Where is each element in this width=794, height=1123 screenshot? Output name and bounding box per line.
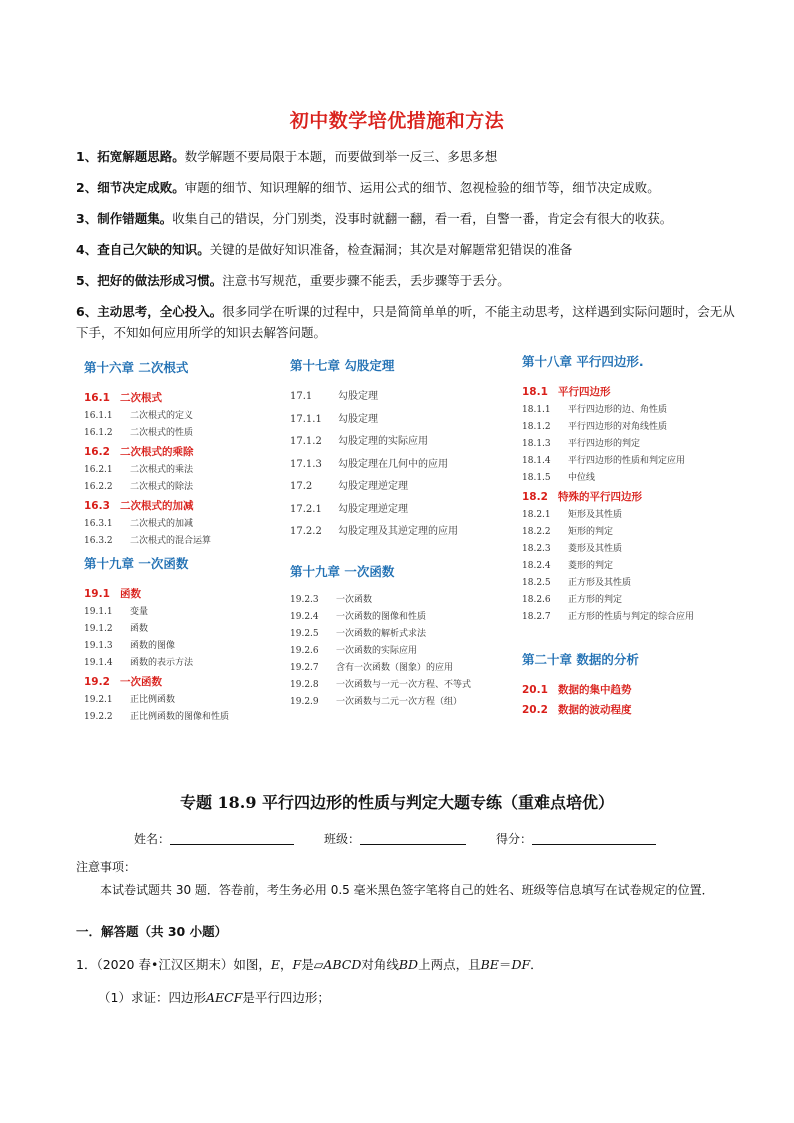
tip-heading: 2、细节决定成败。 bbox=[76, 180, 185, 195]
toc-chapter-title: 第十六章 二次根式 bbox=[84, 360, 189, 375]
toc-subsection bbox=[84, 709, 284, 726]
toc-text: 平行四边形的边、角性质 bbox=[568, 405, 668, 415]
toc-number: 16.1 bbox=[84, 392, 110, 404]
toc-section bbox=[84, 442, 284, 462]
toc-text: 一次函数的图像和性质 bbox=[336, 612, 427, 622]
toc-number: 17.2.1 bbox=[290, 503, 322, 515]
toc-subsection bbox=[290, 409, 510, 432]
toc-text: 平行四边形的判定 bbox=[568, 439, 641, 449]
toc-text: 含有一次函数（图象）的应用 bbox=[336, 663, 454, 673]
table-of-contents bbox=[0, 350, 794, 740]
toc-number: 18.2.6 bbox=[522, 595, 551, 605]
toc-text: 正方形的判定 bbox=[568, 595, 623, 605]
tip-body: 审题的细节、知识理解的细节、运用公式的细节、忽视检验的细节等，细节决定成败。 bbox=[184, 180, 660, 195]
toc-text: 二次根式的性质 bbox=[130, 428, 194, 438]
toc-section bbox=[84, 672, 284, 692]
toc-subsection bbox=[522, 436, 742, 453]
toc-chapter-18 bbox=[522, 352, 742, 626]
toc-number: 18.1.4 bbox=[522, 456, 551, 466]
class-field[interactable] bbox=[360, 830, 466, 845]
q1-var-aecf: AECF bbox=[205, 990, 243, 1005]
q1-var-bd: BD bbox=[398, 957, 419, 972]
student-info-line bbox=[134, 830, 694, 847]
toc-number: 19.1.3 bbox=[84, 641, 113, 651]
toc-subsection bbox=[522, 419, 742, 436]
toc-text: 一次函数 bbox=[120, 676, 162, 688]
toc-text: 二次根式的混合运算 bbox=[130, 536, 212, 546]
toc-subsection bbox=[290, 386, 510, 409]
toc-number: 18.1.2 bbox=[522, 422, 551, 432]
toc-number: 18.2.1 bbox=[522, 510, 551, 520]
toc-subsection bbox=[290, 521, 510, 544]
toc-subsection bbox=[522, 609, 742, 626]
toc-subsection bbox=[84, 621, 284, 638]
q1-text: ， bbox=[280, 957, 293, 972]
toc-text: 二次根式的加减 bbox=[120, 500, 194, 512]
toc-text: 一次函数的解析式求法 bbox=[336, 629, 427, 639]
toc-subsection bbox=[290, 476, 510, 499]
toc-section bbox=[84, 584, 284, 604]
score-label: 得分： bbox=[496, 832, 533, 846]
toc-number: 19.1.4 bbox=[84, 658, 113, 668]
tip-body: 关键的是做好知识准备，检查漏洞；其次是对解题常犯错误的准备 bbox=[209, 242, 573, 257]
toc-text: 中位线 bbox=[568, 473, 596, 483]
toc-number: 19.2.9 bbox=[290, 697, 319, 707]
toc-text: 平行四边形的性质和判定应用 bbox=[568, 456, 686, 466]
toc-section bbox=[522, 487, 742, 507]
toc-text: 函数的图像 bbox=[130, 641, 176, 651]
tip-heading: 5、把好的做法形成习惯。 bbox=[76, 273, 223, 288]
toc-text: 二次根式的定义 bbox=[130, 411, 194, 421]
tip-body: 收集自己的错误，分门别类，没事时就翻一翻，看一看，自警一番，肯定会有很大的收获。 bbox=[172, 211, 673, 226]
toc-number: 18.2 bbox=[522, 491, 548, 503]
q1-text: 1．（2020 春•江汉区期末）如图， bbox=[76, 957, 271, 972]
toc-subsection bbox=[84, 638, 284, 655]
toc-subsection bbox=[522, 402, 742, 419]
toc-text: 正方形及其性质 bbox=[568, 578, 632, 588]
tip-body: 很多同学在听课的过程中，只是简简单单的听，不能主动思考，这样遇到实际问题时，会无从下手，不知如何应用所学的知识去解答问题。 bbox=[76, 304, 735, 340]
toc-subsection bbox=[84, 462, 284, 479]
question-1-part-1 bbox=[98, 988, 718, 1006]
q1-text: 是▱ bbox=[301, 957, 324, 972]
toc-number: 17.1 bbox=[290, 391, 313, 402]
toc-subsection bbox=[84, 408, 284, 425]
toc-text: 数据的波动程度 bbox=[558, 704, 632, 716]
toc-subsection bbox=[290, 592, 510, 609]
toc-section bbox=[522, 680, 742, 700]
toc-number: 16.3.1 bbox=[84, 519, 113, 529]
exam-title: 专题 18.9 平行四边形的性质与判定大题专练（重难点培优） bbox=[179, 793, 615, 812]
toc-number: 18.2.4 bbox=[522, 561, 551, 571]
toc-number: 19.2.2 bbox=[84, 712, 113, 722]
toc-number: 18.2.7 bbox=[522, 612, 551, 622]
class-label: 班级： bbox=[324, 832, 361, 846]
toc-subsection bbox=[84, 692, 284, 709]
toc-text: 函数的表示方法 bbox=[130, 658, 194, 668]
toc-text: 勾股定理逆定理 bbox=[338, 481, 408, 492]
name-label: 姓名： bbox=[134, 832, 171, 846]
toc-section bbox=[84, 388, 284, 408]
toc-text: 勾股定理逆定理 bbox=[338, 503, 408, 515]
toc-number: 20.1 bbox=[522, 684, 548, 696]
toc-number: 16.2.1 bbox=[84, 465, 113, 475]
toc-subsection bbox=[84, 655, 284, 672]
toc-text: 菱形的判定 bbox=[568, 561, 614, 571]
toc-number: 16.2.2 bbox=[84, 482, 113, 492]
toc-subsection bbox=[522, 507, 742, 524]
q1-var-df: DF bbox=[511, 957, 531, 972]
toc-number: 17.1.1 bbox=[290, 413, 322, 425]
tip-item bbox=[76, 208, 736, 229]
toc-text: 二次根式的乘法 bbox=[130, 465, 194, 475]
question-1 bbox=[76, 954, 726, 976]
tip-item bbox=[76, 146, 736, 167]
tip-item bbox=[76, 177, 736, 198]
toc-text: 二次根式的加减 bbox=[130, 519, 194, 529]
toc-section bbox=[84, 496, 284, 516]
toc-number: 17.2.2 bbox=[290, 526, 322, 537]
toc-subsection bbox=[522, 558, 742, 575]
toc-number: 16.3 bbox=[84, 500, 110, 512]
toc-number: 18.1.5 bbox=[522, 473, 551, 483]
tip-heading: 4、查自己欠缺的知识。 bbox=[76, 242, 210, 257]
toc-text: 数据的集中趋势 bbox=[558, 684, 632, 696]
exam-notes bbox=[76, 856, 726, 902]
toc-subsection bbox=[290, 609, 510, 626]
toc-subsection bbox=[290, 499, 510, 522]
tip-heading: 1、拓宽解题思路。 bbox=[76, 149, 185, 164]
tip-heading: 3、制作错题集。 bbox=[76, 211, 173, 226]
toc-text: 平行四边形 bbox=[558, 386, 611, 398]
toc-number: 18.1.3 bbox=[522, 439, 551, 449]
toc-chapter-17 bbox=[290, 356, 510, 544]
toc-text: 一次函数与二元一次方程（组） bbox=[336, 697, 463, 707]
toc-text: 矩形的判定 bbox=[568, 527, 614, 537]
toc-chapter-title: 第十九章 一次函数 bbox=[290, 564, 395, 579]
tips-list bbox=[76, 146, 736, 353]
toc-text: 平行四边形的对角线性质 bbox=[568, 422, 668, 432]
q1-sub-text: （1）求证：四边形 bbox=[98, 990, 206, 1005]
toc-number: 17.1.2 bbox=[290, 436, 322, 447]
toc-number: 17.2 bbox=[290, 481, 313, 492]
toc-text: 变量 bbox=[130, 607, 149, 617]
tip-item bbox=[76, 301, 736, 343]
tip-heading: 6、主动思考，全心投入。 bbox=[76, 304, 223, 319]
toc-text: 函数 bbox=[120, 588, 141, 600]
toc-text: 一次函数与一元一次方程、不等式 bbox=[336, 680, 472, 690]
toc-subsection bbox=[290, 643, 510, 660]
toc-number: 19.2.1 bbox=[84, 695, 113, 705]
toc-number: 16.1.1 bbox=[84, 411, 113, 421]
toc-number: 19.1.2 bbox=[84, 624, 113, 634]
toc-number: 19.2.7 bbox=[290, 663, 319, 673]
toc-subsection bbox=[522, 453, 742, 470]
q1-var-e: E bbox=[270, 957, 280, 972]
q1-text: 对角线 bbox=[361, 957, 399, 972]
toc-text: 勾股定理 bbox=[338, 413, 378, 425]
toc-subsection bbox=[522, 524, 742, 541]
toc-chapter-19-part1 bbox=[84, 554, 284, 726]
toc-chapter-19-part2 bbox=[290, 562, 510, 711]
toc-number: 18.2.3 bbox=[522, 544, 551, 554]
toc-subsection bbox=[84, 533, 284, 550]
toc-number: 19.1.1 bbox=[84, 607, 113, 617]
q1-text: ＝ bbox=[498, 957, 512, 972]
tip-body: 数学解题不要局限于本题，而要做到举一反三、多思多想 bbox=[184, 149, 498, 164]
toc-text: 一次函数 bbox=[336, 595, 373, 605]
toc-text: 二次根式的乘除 bbox=[120, 446, 194, 458]
toc-number: 18.2.2 bbox=[522, 527, 551, 537]
toc-text: 二次根式 bbox=[120, 392, 162, 404]
q1-var-be: BE bbox=[480, 957, 499, 972]
notes-title: 注意事项： bbox=[76, 860, 137, 874]
toc-text: 正比例函数 bbox=[130, 695, 176, 705]
toc-text: 矩形及其性质 bbox=[568, 510, 623, 520]
toc-text: 勾股定理 bbox=[338, 391, 378, 402]
page-title: 初中数学培优措施和方法 bbox=[289, 110, 505, 132]
toc-subsection bbox=[522, 575, 742, 592]
tip-item bbox=[76, 239, 736, 260]
toc-subsection bbox=[522, 592, 742, 609]
tip-body: 注意书写规范，重要步骤不能丢，丢步骤等于丢分。 bbox=[222, 273, 510, 288]
q1-text: ． bbox=[530, 957, 543, 972]
q1-var-f: F bbox=[292, 957, 302, 972]
score-field[interactable] bbox=[532, 830, 656, 845]
toc-subsection bbox=[290, 694, 510, 711]
toc-text: 菱形及其性质 bbox=[568, 544, 623, 554]
toc-number: 20.2 bbox=[522, 704, 548, 716]
toc-text: 勾股定理的实际应用 bbox=[338, 436, 428, 447]
toc-chapter-16 bbox=[84, 358, 284, 550]
toc-subsection bbox=[522, 541, 742, 558]
toc-number: 16.1.2 bbox=[84, 428, 113, 438]
toc-subsection bbox=[84, 425, 284, 442]
toc-text: 一次函数的实际应用 bbox=[336, 646, 418, 656]
toc-number: 18.1.1 bbox=[522, 405, 551, 415]
toc-number: 19.2.8 bbox=[290, 680, 319, 690]
toc-section bbox=[522, 382, 742, 402]
toc-number: 18.1 bbox=[522, 386, 548, 398]
toc-subsection bbox=[290, 660, 510, 677]
toc-text: 勾股定理在几何中的应用 bbox=[338, 458, 448, 470]
toc-text: 正比例函数的图像和性质 bbox=[130, 712, 230, 722]
toc-chapter-20 bbox=[522, 650, 742, 720]
toc-number: 19.2.5 bbox=[290, 629, 319, 639]
toc-number: 19.2 bbox=[84, 676, 110, 688]
name-field[interactable] bbox=[170, 830, 294, 845]
toc-section bbox=[522, 700, 742, 720]
toc-number: 19.2.6 bbox=[290, 646, 319, 656]
toc-number: 16.3.2 bbox=[84, 536, 113, 546]
q1-text: 上两点，且 bbox=[418, 957, 481, 972]
toc-number: 19.2.4 bbox=[290, 612, 319, 622]
toc-subsection bbox=[290, 626, 510, 643]
toc-subsection bbox=[522, 470, 742, 487]
tip-item bbox=[76, 270, 736, 291]
toc-number: 18.2.5 bbox=[522, 578, 551, 588]
toc-chapter-title: 第二十章 数据的分析 bbox=[522, 652, 639, 667]
toc-number: 16.2 bbox=[84, 446, 110, 458]
q1-var-abcd: ABCD bbox=[323, 957, 362, 972]
toc-chapter-title: 第十七章 勾股定理 bbox=[290, 358, 395, 373]
toc-text: 二次根式的除法 bbox=[130, 482, 194, 492]
toc-chapter-title: 第十八章 平行四边形. bbox=[522, 354, 644, 369]
toc-number: 17.1.3 bbox=[290, 458, 322, 470]
toc-text: 勾股定理及其逆定理的应用 bbox=[338, 526, 458, 537]
notes-body: 本试卷试题共 30 题．答卷前，考生务必用 0.5 毫米黑色签字笔将自己的姓名、班级等信息填写在试卷规定的位置． bbox=[100, 883, 714, 897]
toc-subsection bbox=[290, 677, 510, 694]
toc-subsection bbox=[84, 516, 284, 533]
toc-number: 19.2.3 bbox=[290, 595, 319, 605]
section-title: 一．解答题（共 30 小题） bbox=[76, 924, 228, 939]
toc-number: 19.1 bbox=[84, 588, 110, 600]
toc-text: 函数 bbox=[130, 624, 149, 634]
toc-chapter-title: 第十九章 一次函数 bbox=[84, 556, 189, 571]
toc-text: 正方形的性质与判定的综合应用 bbox=[568, 612, 695, 622]
toc-subsection bbox=[290, 431, 510, 454]
toc-subsection bbox=[84, 604, 284, 621]
toc-subsection bbox=[290, 454, 510, 477]
toc-subsection bbox=[84, 479, 284, 496]
q1-sub-text: 是平行四边形； bbox=[242, 990, 330, 1005]
toc-text: 特殊的平行四边形 bbox=[558, 491, 642, 503]
